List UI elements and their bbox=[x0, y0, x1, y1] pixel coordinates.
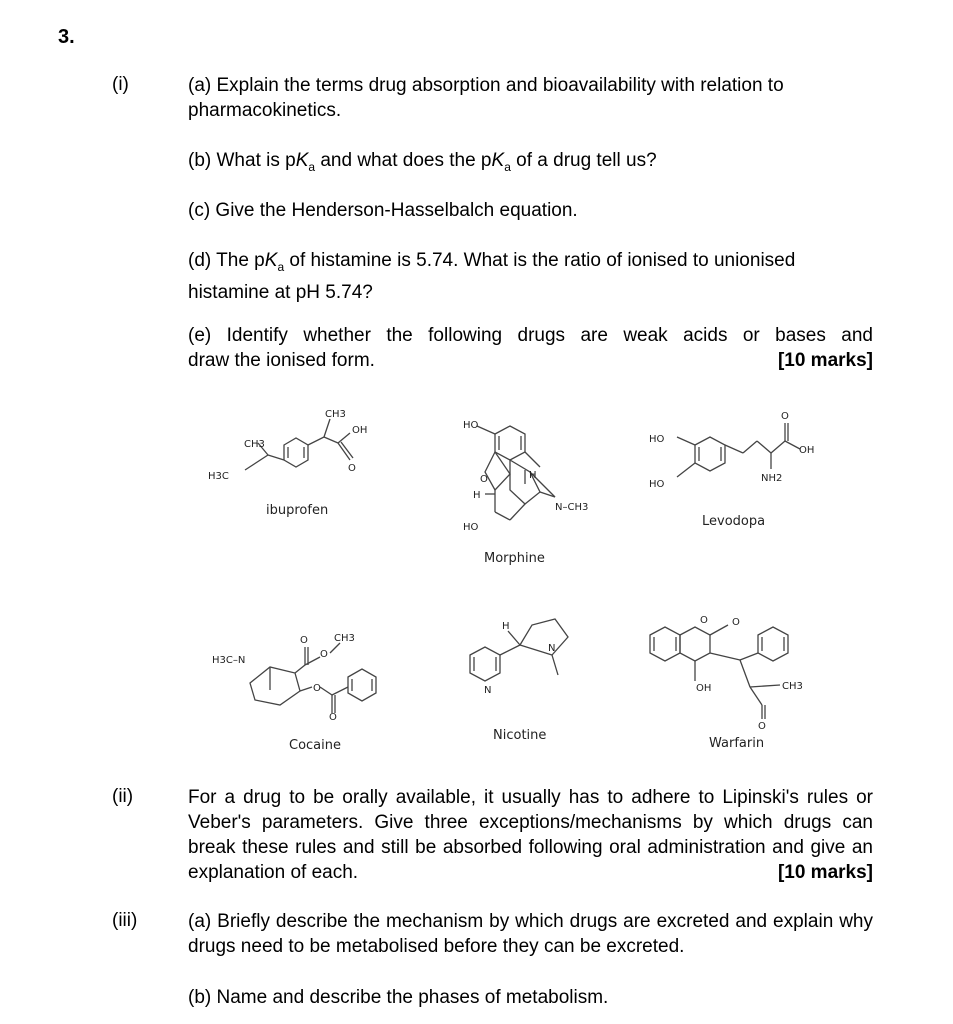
nicotine-label: Nicotine bbox=[493, 728, 547, 743]
marks-ii: [10 marks] bbox=[777, 862, 873, 883]
cocaine-ch3: CH3 bbox=[334, 633, 355, 644]
question-i-d: (d) The $pK_a$ of histamine is 5.74. What is the ratio of ionised to unionised histamine at pH 5.74? bbox=[188, 250, 796, 303]
section-iii-label: (iii) bbox=[112, 910, 138, 931]
morphine-label: Morphine bbox=[484, 551, 545, 566]
levodopa-o: O bbox=[781, 411, 789, 422]
ibuprofen-ch3-b: CH3 bbox=[325, 409, 346, 420]
warfarin-o-a: O bbox=[700, 615, 708, 626]
ibuprofen-structure bbox=[200, 405, 400, 495]
section-ii-label: (ii) bbox=[112, 786, 134, 807]
levodopa-ho-a: HO bbox=[649, 434, 665, 445]
warfarin-oh: OH bbox=[696, 683, 712, 694]
cocaine-o-b: O bbox=[320, 649, 328, 660]
levodopa-label: Levodopa bbox=[702, 514, 766, 529]
morphine-h-right: H bbox=[529, 470, 537, 481]
warfarin-ch3: CH3 bbox=[782, 681, 803, 692]
cocaine-h3c-n: H3C–N bbox=[212, 655, 246, 666]
section-i-label: (i) bbox=[112, 74, 129, 95]
levodopa-structure bbox=[645, 405, 825, 495]
morphine-n-ch3: N–CH3 bbox=[555, 502, 589, 513]
warfarin-label: Warfarin bbox=[709, 736, 765, 751]
cocaine-o-d: O bbox=[329, 712, 337, 723]
cocaine-o-a: O bbox=[300, 635, 308, 646]
cocaine-label: Cocaine bbox=[289, 738, 341, 753]
warfarin-o-c: O bbox=[758, 721, 766, 732]
ibuprofen-h3c: H3C bbox=[208, 471, 229, 482]
question-number: 3. bbox=[58, 26, 75, 48]
levodopa-oh: OH bbox=[799, 445, 815, 456]
warfarin-structure bbox=[640, 605, 820, 730]
question-i-e bbox=[188, 323, 873, 373]
question-iii-a: (a) Briefly describe the mechanism by which drugs are excreted and explain why drugs need to be metabolised before they can be excreted. bbox=[188, 911, 873, 957]
nicotine-n-pyridine: N bbox=[484, 685, 492, 696]
ibuprofen-oh: OH bbox=[352, 425, 368, 436]
nicotine-structure bbox=[460, 605, 590, 700]
ibuprofen-label: ibuprofen bbox=[266, 503, 329, 518]
levodopa-nh2: NH2 bbox=[761, 473, 783, 484]
marks-i: [10 marks] bbox=[777, 350, 873, 371]
question-ii: For a drug to be orally available, it usually has to adhere to Lipinski's rules or Veber's parameters. Give three exceptions/mechanisms by which drugs can break these rules and still be absorbed following oral administration and give an explanation of each. [10 marks] bbox=[188, 787, 873, 883]
morphine-ho-bottom: HO bbox=[463, 522, 479, 533]
cocaine-structure bbox=[210, 625, 390, 723]
question-i-c: (c) Give the Henderson-Hasselbalch equation. bbox=[188, 200, 578, 221]
cocaine-o-c: O bbox=[313, 683, 321, 694]
morphine-h-left: H bbox=[473, 490, 481, 501]
ibuprofen-ch3-a: CH3 bbox=[244, 439, 265, 450]
nicotine-h: H bbox=[502, 621, 510, 632]
question-i-e-line1: (e) Identify whether the following drugs are weak acids or bases and bbox=[188, 325, 873, 346]
warfarin-o-b: O bbox=[732, 617, 740, 628]
morphine-o: O bbox=[480, 474, 488, 485]
question-iii-b: (b) Name and describe the phases of metabolism. bbox=[188, 987, 609, 1008]
question-i-b: (b) What is $pK_a$ and what does the $pK_a$ of a drug tell us? bbox=[188, 150, 657, 174]
levodopa-ho-b: HO bbox=[649, 479, 665, 490]
question-i-a: (a) Explain the terms drug absorption and bioavailability with relation to pharmacokinetics. bbox=[188, 75, 784, 121]
question-i-e-line2: draw the ionised form. [10 marks] bbox=[188, 350, 873, 371]
morphine-structure bbox=[455, 412, 595, 542]
morphine-ho-top: HO bbox=[463, 420, 479, 431]
nicotine-n-pyrrolidine: N bbox=[548, 643, 556, 654]
ibuprofen-o: O bbox=[348, 463, 356, 474]
